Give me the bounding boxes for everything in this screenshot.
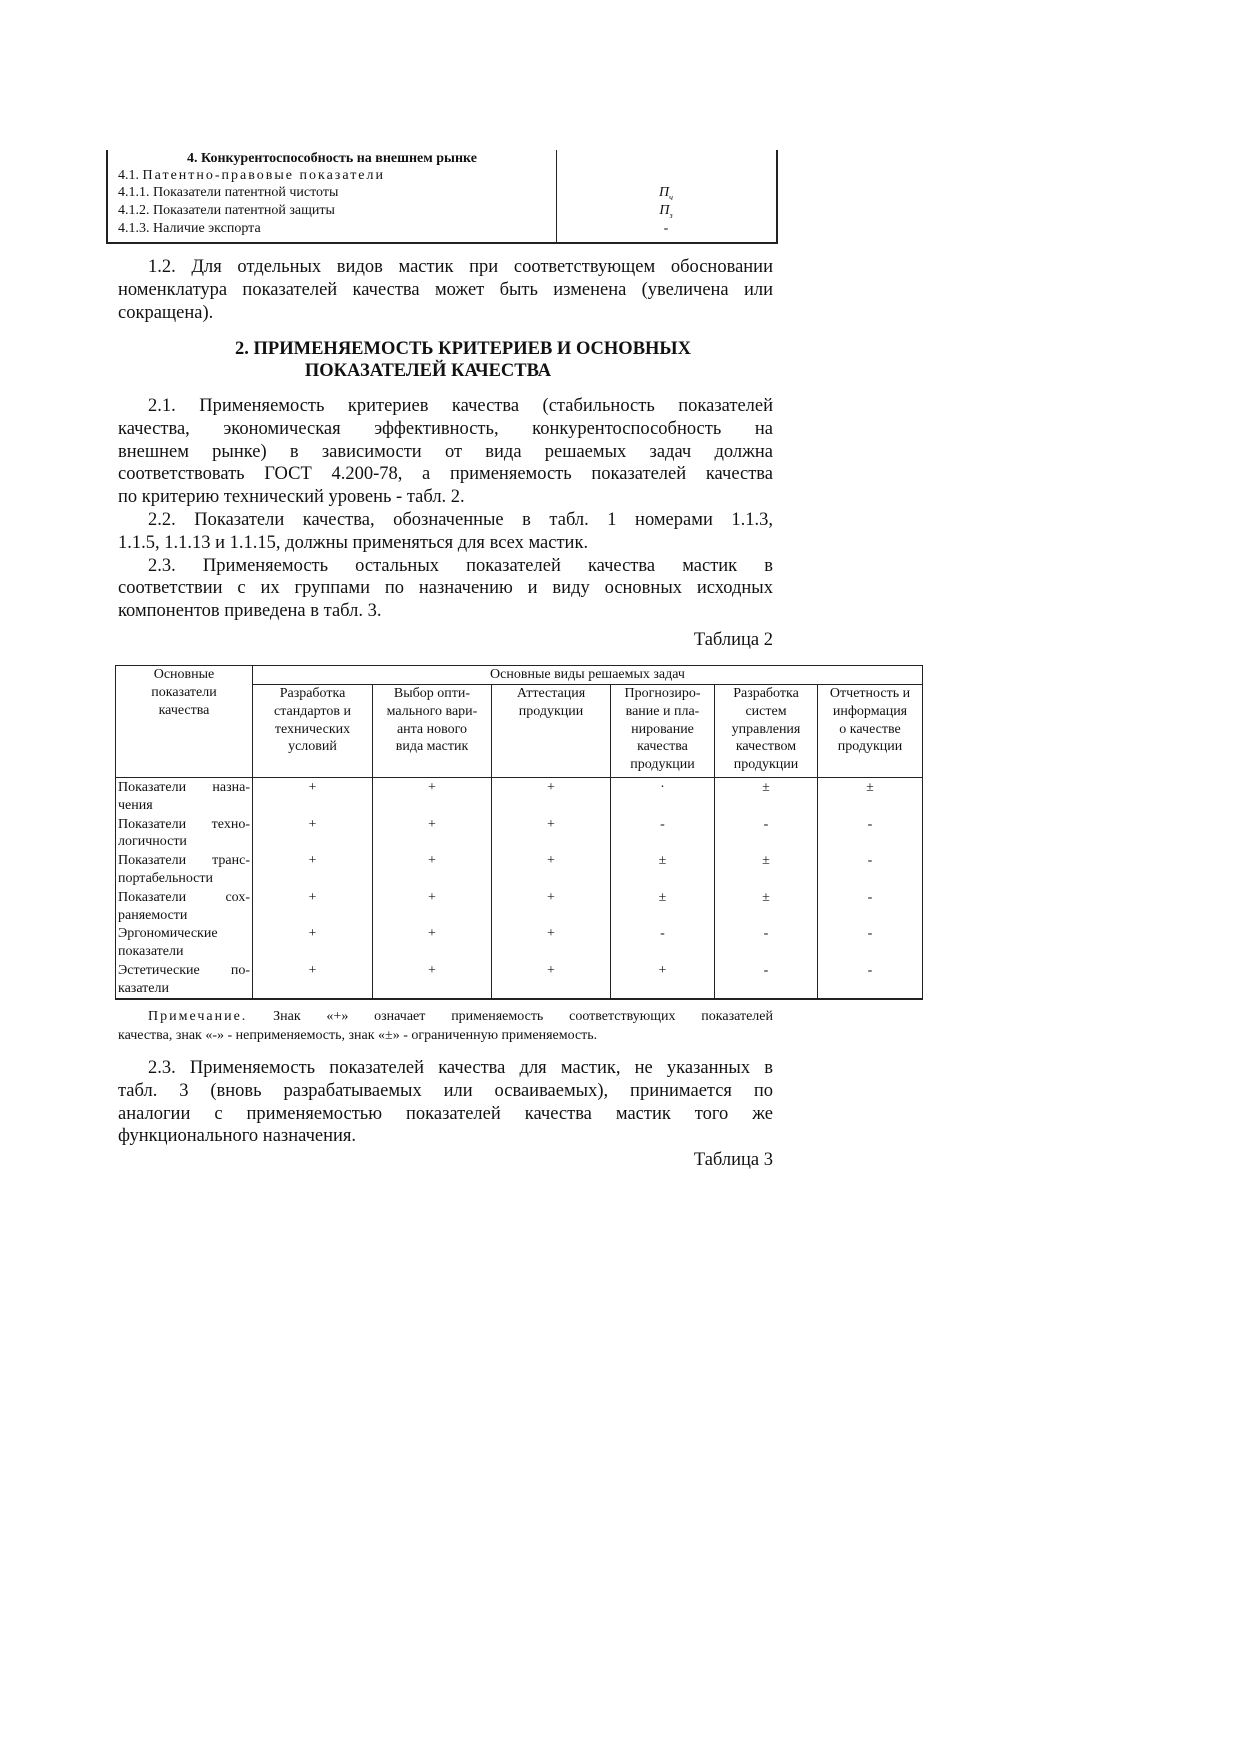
table-cell: - [715, 924, 818, 961]
table-cell: + [373, 778, 492, 815]
text-line: номенклатура показателей качества может быть изменена (увеличена или [118, 279, 773, 300]
table-cell: ± [611, 888, 715, 925]
column-header: Разработка систем управления качеством продукции [715, 685, 818, 778]
table-cell: + [373, 815, 492, 852]
table-cell: + [253, 851, 373, 888]
column-header: Выбор опти- мального вари- анта нового вида мастик [373, 685, 492, 778]
table-cell: - [611, 924, 715, 961]
text-line: компонентов приведена в табл. 3. [118, 601, 382, 622]
row-label: Показатели назна-чения [116, 778, 253, 815]
table-cell: - [818, 851, 923, 888]
text-line: 1.1.5, 1.1.13 и 1.1.15, должны применяться для всех мастик. [118, 532, 589, 553]
row-symbol: $П_з$ [659, 203, 673, 220]
row-label: 4.1. Патентно-правовые показатели [118, 168, 385, 183]
table-cell: · [611, 778, 715, 815]
table-row [116, 924, 923, 961]
competitiveness-table [106, 150, 778, 244]
row-label: Показатели техно-логичности [116, 815, 253, 852]
table-cell: - [818, 924, 923, 961]
column-header: Отчетность и информация о качестве продукции [818, 685, 923, 778]
row-symbol: $П_ч$ [659, 185, 673, 202]
text-line: 2.1. Применяемость критериев качества (стабильность показателей [148, 396, 773, 416]
text-line: аналогии с применяемостью показателей качества мастик того же [118, 1103, 773, 1124]
row-label: Показатели транс-портабельности [116, 851, 253, 888]
table-cell: + [253, 778, 373, 815]
table-note [118, 1007, 773, 1045]
text-line: 2.3. Применяемость показателей качества для мастик, не указанных в [148, 1058, 773, 1078]
table-cell: - [611, 815, 715, 852]
table-cell: + [373, 888, 492, 925]
table-cell: ± [611, 851, 715, 888]
row-symbol: - [663, 221, 669, 236]
table-cell: - [818, 961, 923, 999]
row-label: Показатели сох-раняемости [116, 888, 253, 925]
section-heading [118, 338, 808, 382]
table-row [116, 961, 923, 999]
text-line: 1.2. Для отдельных видов мастик при соответствующем обосновании [148, 257, 773, 277]
table-row [116, 778, 923, 815]
applicability-table [115, 665, 923, 1000]
row-header: Основные показатели качества [116, 666, 253, 778]
text-line: 2.2. Показатели качества, обозначенные в табл. 1 номерами 1.1.3, [148, 509, 773, 530]
table-cell: + [492, 961, 611, 999]
table-cell: + [492, 778, 611, 815]
heading-line: 2. ПРИМЕНЯЕМОСТЬ КРИТЕРИЕВ И ОСНОВНЫХ [235, 339, 691, 359]
table-row [116, 888, 923, 925]
table-row [116, 815, 923, 852]
table-cell: + [253, 815, 373, 852]
table-cell: - [818, 888, 923, 925]
row-label: Эстетические по-казатели [116, 961, 253, 999]
table-cell: - [818, 815, 923, 852]
text-line: по критерию технический уровень - табл. 2. [118, 487, 465, 508]
table-cell: ± [715, 888, 818, 925]
section-title: 4. Конкурентоспособность на внешнем рынке [187, 151, 477, 166]
column-header: Разработка стандартов и технических условий [253, 685, 373, 778]
note-line: качества, знак «-» - неприменяемость, знак «±» - ограниченную применяемость. [118, 1028, 598, 1043]
paragraph-2-1 [118, 395, 773, 623]
row-label: Эргономические показатели [116, 924, 253, 961]
table-cell: + [373, 961, 492, 999]
text-line: сокращена). [118, 302, 214, 323]
text-line: функционального назначения. [118, 1126, 357, 1147]
table-cell: + [253, 924, 373, 961]
heading-line: ПОКАЗАТЕЛЕЙ КАЧЕСТВА [304, 361, 552, 381]
row-label: 4.1.2. Показатели патентной защиты [118, 203, 335, 218]
note-line [118, 1007, 773, 1026]
table-row [116, 851, 923, 888]
table-cell: + [373, 851, 492, 888]
text-line: соответствовать ГОСТ 4.200-78, а применяемость показателей качества [118, 464, 773, 485]
table-cell: - [715, 961, 818, 999]
row-label: 4.1.1. Показатели патентной чистоты [118, 185, 339, 200]
column-header: Прогнозиро- вание и пла- нирование качества продукции [611, 685, 715, 778]
column-header: Аттестация продукции [492, 685, 611, 778]
text-line: внешнем рынке) в зависимости от вида решаемых задач должна [118, 441, 773, 462]
paragraph-1-2 [118, 256, 773, 324]
table-cell: + [253, 961, 373, 999]
note-label: Примечание. [148, 1009, 248, 1024]
table-cell: + [492, 851, 611, 888]
row-label: 4.1.3. Наличие экспорта [118, 221, 261, 236]
note-text: Знак «+» означает применяемость соответствующих показателей [273, 1009, 774, 1024]
table-cell: + [492, 924, 611, 961]
table-cell: + [611, 961, 715, 999]
table-cell: - [715, 815, 818, 852]
table-cell: + [492, 888, 611, 925]
table-cell: + [492, 815, 611, 852]
table-cell: + [253, 888, 373, 925]
table-cell: ± [715, 851, 818, 888]
paragraph-2-3b [118, 1057, 773, 1148]
table-3-caption: Таблица 3 [693, 1150, 773, 1170]
text-line: табл. 3 (вновь разрабатываемых или осваиваемых), принимается по [118, 1080, 773, 1101]
text-line: 2.3. Применяемость остальных показателей качества мастик в [148, 555, 773, 576]
group-header: Основные виды решаемых задач [253, 666, 923, 685]
table-cell: + [373, 924, 492, 961]
table-2-caption: Таблица 2 [693, 630, 773, 650]
table-cell: ± [715, 778, 818, 815]
text-line: соответствии с их группами по назначению и виду основных исходных [118, 578, 773, 599]
table-cell: ± [818, 778, 923, 815]
text-line: качества, экономическая эффективность, конкурентоспособность на [118, 418, 773, 439]
